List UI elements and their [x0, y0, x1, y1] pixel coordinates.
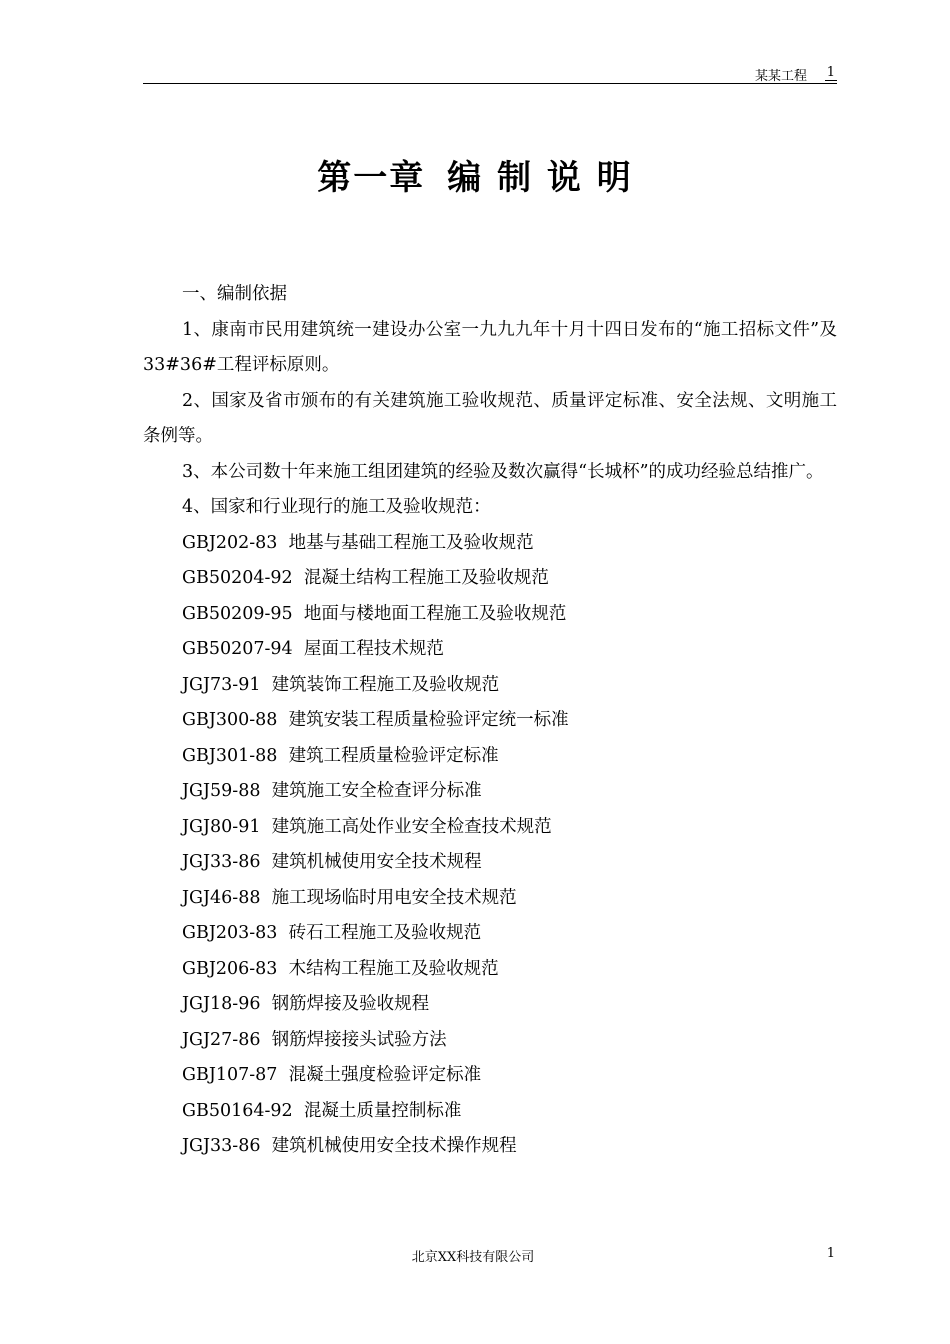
standard-name: 建筑工程质量检验评定标准	[288, 745, 499, 766]
chapter-name: 编 制 说 明	[447, 158, 633, 198]
standard-item	[143, 703, 837, 739]
paragraph: 3、本公司数十年来施工组团建筑的经验及数次赢得“长城杯”的成功经验总结推广。	[182, 461, 824, 482]
standard-name: 建筑装饰工程施工及验收规范	[271, 674, 500, 695]
standard-item	[143, 845, 837, 881]
standard-name: 混凝土结构工程施工及验收规范	[303, 568, 549, 588]
standard-item	[143, 632, 837, 668]
standard-code: GBJ206-83	[182, 958, 278, 979]
standard-name: 钢筋焊接接头试验方法	[271, 1029, 447, 1050]
standard-name: 屋面工程技术规范	[303, 639, 444, 659]
standard-name: 砖石工程施工及验收规范	[288, 923, 482, 943]
standard-item	[143, 561, 837, 597]
standard-name: 施工现场临时用电安全技术规范	[271, 887, 517, 908]
standard-name: 建筑施工安全检查评分标准	[271, 781, 482, 801]
header-title: 某某工程	[754, 69, 807, 84]
standard-code: GB50209-95	[182, 603, 293, 624]
standard-code: JGJ59-88	[182, 781, 261, 801]
standard-name: 木结构工程施工及验收规范	[288, 958, 499, 979]
standard-code: GB50207-94	[182, 639, 293, 659]
standard-item	[143, 1058, 837, 1094]
standard-item	[143, 1094, 837, 1130]
standard-item	[143, 597, 837, 633]
standard-name: 地面与楼地面工程施工及验收规范	[303, 603, 567, 624]
standard-code: JGJ80-91	[182, 816, 261, 837]
header-rule	[143, 83, 837, 84]
chapter-title	[0, 150, 950, 199]
standard-code: GBJ107-87	[182, 1065, 278, 1085]
page-header	[143, 62, 837, 84]
footer-page-number: 1	[826, 1246, 835, 1261]
standard-code: GBJ203-83	[182, 923, 278, 943]
standard-name: 地基与基础工程施工及验收规范	[288, 532, 534, 553]
standard-name: 建筑机械使用安全技术操作规程	[271, 1136, 517, 1156]
standard-code: JGJ33-86	[182, 1136, 261, 1156]
chapter-number: 第一章	[317, 158, 426, 198]
standard-item	[143, 881, 837, 917]
standard-code: GB50164-92	[182, 1100, 293, 1121]
standard-item	[143, 526, 837, 562]
standard-item	[143, 1023, 837, 1059]
standard-item	[143, 774, 837, 810]
standard-code: GB50204-92	[182, 568, 293, 588]
standard-item	[143, 952, 837, 988]
standard-name: 建筑机械使用安全技术规程	[271, 852, 482, 872]
standard-code: GBJ300-88	[182, 710, 278, 730]
standards-list	[143, 526, 837, 1165]
footer-company: 北京XX科技有限公司	[411, 1250, 535, 1265]
standard-name: 混凝土质量控制标准	[303, 1100, 462, 1121]
standard-name: 建筑施工高处作业安全检查技术规范	[271, 816, 552, 837]
standard-item	[143, 668, 837, 704]
standard-name: 建筑安装工程质量检验评定统一标准	[288, 710, 569, 730]
standard-item	[143, 987, 837, 1023]
standard-code: GBJ202-83	[182, 532, 278, 553]
document-body	[143, 277, 837, 1165]
paragraph: 2、国家及省市颁布的有关建筑施工验收规范、质量评定标准、安全法规、文明施工条例等。	[143, 390, 837, 446]
paragraph: 4、国家和行业现行的施工及验收规范：	[182, 497, 491, 517]
standard-name: 钢筋焊接及验收规程	[271, 994, 430, 1014]
page-footer	[143, 1246, 837, 1266]
standard-code: JGJ46-88	[182, 887, 261, 908]
paragraph: 1、康南市民用建筑统一建设办公室一九九九年十月十四日发布的“施工招标文件”及33#36#工程评标原则。	[143, 319, 837, 375]
standard-item	[143, 916, 837, 952]
header-page-number: 1	[826, 65, 835, 80]
section-heading: 一、编制依据	[182, 284, 287, 304]
standard-item	[143, 810, 837, 846]
standard-code: JGJ18-96	[182, 994, 261, 1014]
standard-name: 混凝土强度检验评定标准	[288, 1065, 482, 1085]
standard-item	[143, 1129, 837, 1165]
standard-code: JGJ33-86	[182, 852, 261, 872]
standard-code: GBJ301-88	[182, 745, 278, 766]
standard-code: JGJ73-91	[182, 674, 261, 695]
standard-item	[143, 739, 837, 775]
standard-code: JGJ27-86	[182, 1029, 261, 1050]
